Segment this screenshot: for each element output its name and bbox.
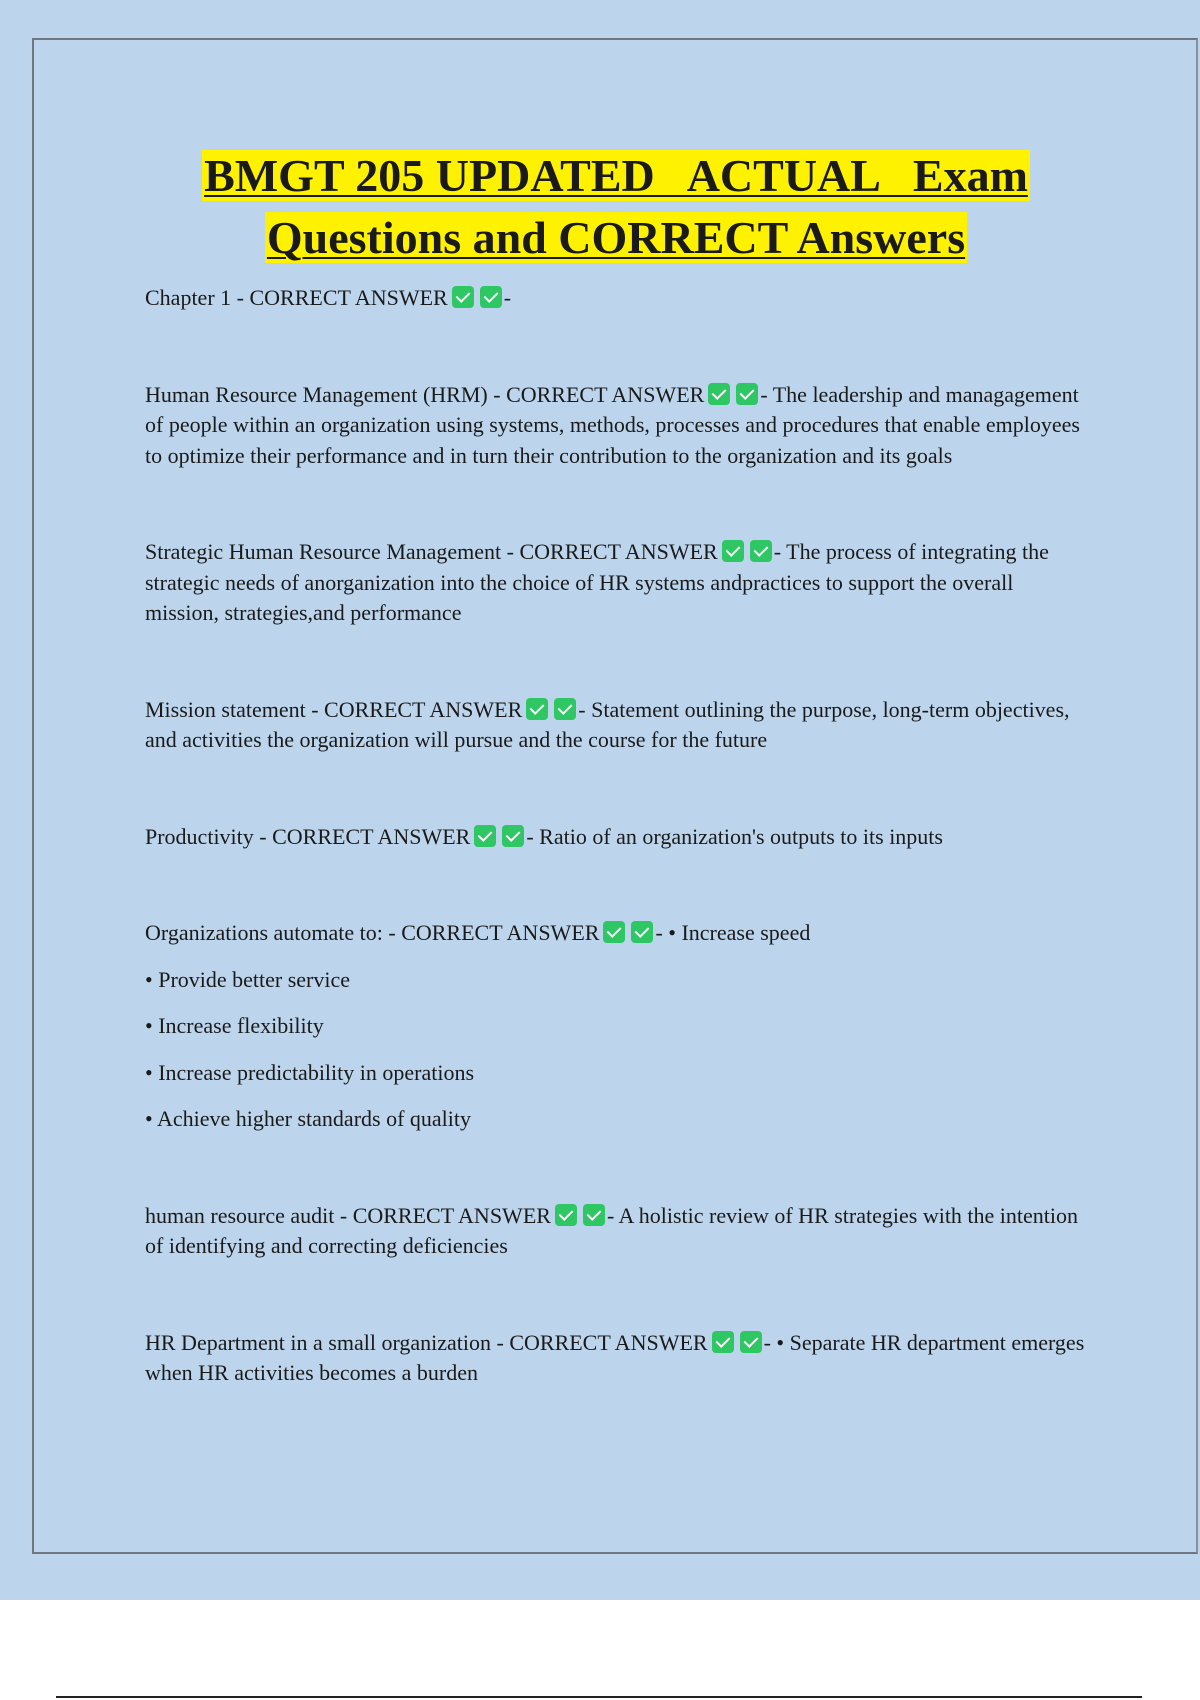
qa-answer: - Statement outlining the purpose, long-term objectives, and activities the organization will pursue and the course for the future [145,696,1070,752]
qa-entry [145,918,1090,949]
check-mark-icon [712,1331,734,1353]
qa-term: Strategic Human Resource Management - CORRECT ANSWER [145,539,718,564]
qa-entry [145,1328,1090,1389]
check-mark-icon [631,921,653,943]
qa-answer: - [503,285,512,310]
check-mark-icon [526,698,548,720]
qa-term: Productivity - CORRECT ANSWER [145,823,471,849]
qa-entry [145,537,1090,629]
check-mark-icon [555,1204,577,1226]
title-line-1: BMGT 205 UPDATED ACTUAL Exam [204,150,1028,201]
check-mark-icon [583,1204,605,1226]
title-line-2: Questions and CORRECT Answers [266,212,966,263]
qa-answer: - The process of integrating the strategic needs of anorganization into the choice of HR systems andpractices to support the overall mission, strategies,and performance [145,539,1049,625]
qa-entry [145,822,1090,853]
check-mark-icon [480,286,502,308]
footer-rule [56,1696,1142,1698]
bullet-item: • Increase predictability in operations [145,1059,475,1085]
check-mark-icon [750,540,772,562]
bullet-item: • Provide better service [145,966,351,992]
check-mark-icon [554,698,576,720]
bullet-item: • Achieve higher standards of quality [145,1106,472,1131]
qa-answer: - The leadership and managagement of people within an organization using systems, methods, processes and procedures that enable employees to optimize their performance and in turn their contribution to the organization and its goals [145,381,1080,468]
qa-term: human resource audit - CORRECT ANSWER [145,1202,551,1228]
check-mark-icon [722,540,744,562]
qa-term: Mission statement - CORRECT ANSWER [145,696,523,722]
check-mark-icon [708,383,730,405]
qa-term: Organizations automate to: - CORRECT ANSWER [145,920,600,945]
qa-entry [145,1201,1090,1262]
qa-term: Chapter 1 - CORRECT ANSWER [145,285,448,310]
qa-answer: - Ratio of an organization's outputs to its inputs [526,823,943,849]
check-mark-icon [502,825,524,847]
check-mark-icon [740,1331,762,1353]
check-mark-icon [452,286,474,308]
qa-term: HR Department in a small organization - CORRECT ANSWER [145,1329,708,1355]
check-mark-icon [736,383,758,405]
qa-entry [145,695,1090,756]
qa-entry [145,283,1090,314]
qa-content [145,283,1090,1389]
qa-term: Human Resource Management (HRM) - CORRECT ANSWER [145,381,705,407]
bullet-item: • Increase flexibility [145,1013,324,1038]
check-mark-icon [474,825,496,847]
qa-answer: - • Increase speed [655,920,811,945]
qa-answer: - A holistic review of HR strategies with the intention of identifying and correcting deficiencies [145,1202,1079,1258]
qa-answer: - • Separate HR department emerges when HR activities becomes a burden [145,1329,1085,1385]
check-mark-icon [603,921,625,943]
qa-entry [145,380,1090,472]
document-title [0,145,1200,269]
